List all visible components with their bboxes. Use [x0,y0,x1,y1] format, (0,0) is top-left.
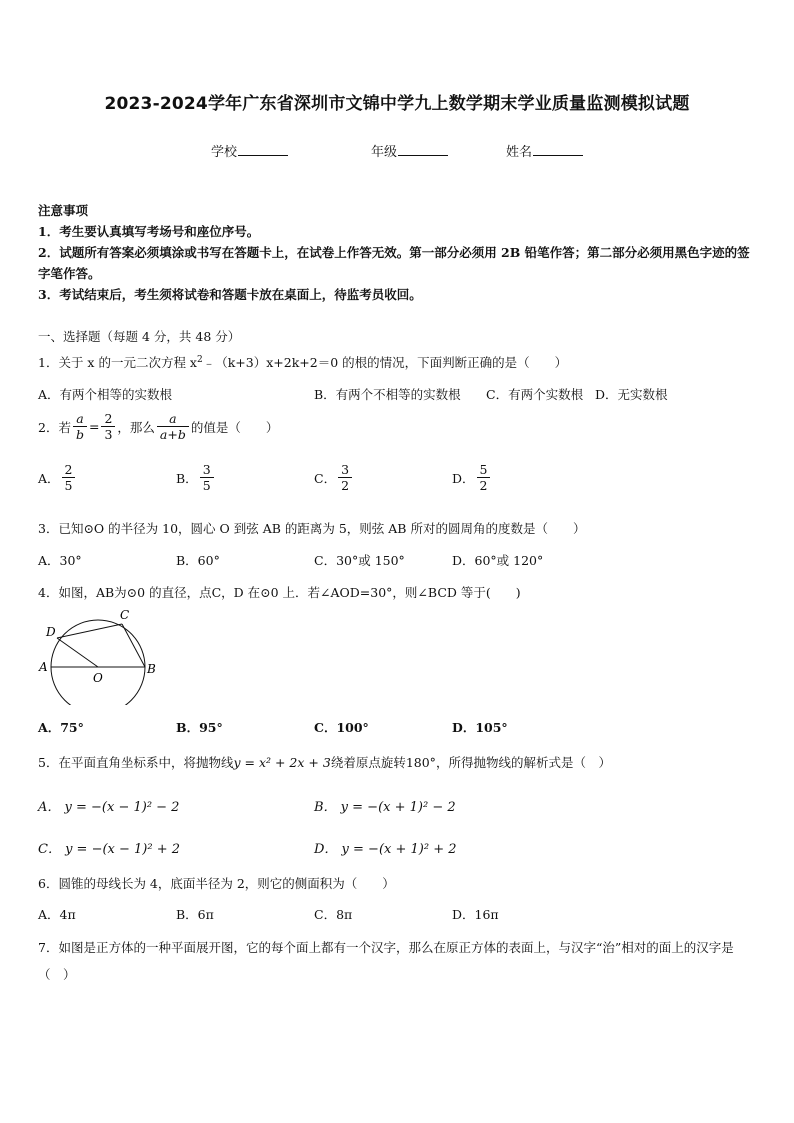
grade-field[interactable] [371,141,448,160]
q5-option-d[interactable]: D． y = −(x + 1)² + 2 [314,842,457,857]
label-d: D [46,625,56,639]
q5-option-a[interactable]: A． y = −(x − 1)² − 2 [38,800,180,815]
q6-option-c[interactable]: C．8π [314,907,353,922]
q6-option-d[interactable]: D．16π [452,907,499,922]
segment-cb [122,624,145,667]
q2-stem-part: ，那么 [117,419,155,435]
name-field[interactable] [506,141,583,160]
q4-option-b[interactable]: B．95° [176,720,223,735]
segment-od [57,638,98,667]
page-title: 2023-2024学年广东省深圳市文锦中学九上数学期末学业质量监测模拟试题 [104,94,690,114]
option-label: A． [38,470,60,486]
notice-block [38,200,758,305]
q1-option-d[interactable]: D．无实数根 [595,387,668,402]
frac-num: 3 [341,462,350,477]
q1-option-c[interactable]: C．有两个实数根 [486,387,584,402]
notice-item: 2．试题所有答案必须填涂或书写在答题卡上，在试卷上作答无效。第一部分必须用 2B 铅笔作答；第二部分必须用黑色字迹的签字笔作答。 [38,245,750,281]
label-b: B [147,662,156,676]
option-fraction [338,462,352,493]
question-7-stem: 7．如图是正方体的一种平面展开图，它的每个面上都有一个汉字，那么在原正方体的表面上，与汉字“治”相对的面上的汉字是（ ） [38,940,734,982]
q2-option-a[interactable] [38,462,77,493]
q4-option-a[interactable]: A．75° [38,720,84,735]
school-field[interactable] [211,141,288,160]
notice-heading: 注意事项 [38,203,89,218]
option-fraction [200,462,214,493]
name-blank[interactable] [533,143,583,156]
q5-option-c[interactable]: C． y = −(x − 1)² + 2 [38,842,181,857]
fraction-a-over-a-plus-b [157,411,189,442]
q1-option-a[interactable]: A．有两个相等的实数根 [38,387,173,402]
q1-stem-part: ﹣（k+3）x+2k+2＝0 的根的情况，下面判断正确的是（ ） [202,355,568,370]
question-2-stem [38,411,278,442]
question-6-stem: 6．圆锥的母线长为 4，底面半径为 2，则它的侧面积为（ ） [38,876,395,891]
q5-angle: 180° [405,755,436,770]
frac-num: a [169,411,177,426]
q6-option-a[interactable]: A．4π [38,907,76,922]
q5-stem-part: ，所得抛物线的解析式是（ ） [435,755,611,770]
grade-label: 年级 [371,145,398,160]
q2-stem-part: 2．若 [38,419,71,435]
frac-den: 2 [477,477,491,493]
label-o: O [93,671,103,685]
option-fraction [477,462,491,493]
option-label: C． [314,470,337,486]
notice-item: 1．考生要认真填写考场号和座位序号。 [38,224,260,239]
q3-option-b[interactable]: B．60° [176,553,220,568]
circle-diagram [34,605,164,705]
circle-o [51,620,145,705]
q2-option-b[interactable] [176,462,216,493]
q1-sup: 2 [196,355,203,365]
frac-den: 5 [62,477,76,493]
q2-option-c[interactable] [314,462,354,493]
question-1-stem [38,353,567,371]
q5-option-b[interactable]: B． y = −(x + 1)² − 2 [314,800,456,815]
q1-option-b[interactable]: B．有两个不相等的实数根 [314,387,461,402]
school-blank[interactable] [238,143,288,156]
q2-option-d[interactable] [452,462,492,493]
option-label: B． [176,470,198,486]
label-a: A [39,660,48,674]
label-c: C [120,608,130,622]
fraction-a-over-b [73,411,87,442]
fraction-2-over-3 [101,411,115,442]
name-label: 姓名 [506,145,533,160]
frac-den: b [73,426,87,442]
question-5-stem [38,753,611,771]
notice-item: 3．考试结束后，考生须将试卷和答题卡放在桌面上，待监考员收回。 [38,287,422,302]
frac-num: 5 [479,462,488,477]
frac-num: 3 [202,462,211,477]
frac-num: 2 [64,462,73,477]
q5-stem-part: 绕着原点旋转 [330,755,406,770]
q5-parabola-expr: y = x² + 2x + 3 [233,755,331,770]
q3-option-c[interactable]: C．30°或 150° [314,553,405,568]
q3-option-a[interactable]: A．30° [38,553,82,568]
frac-num: a [76,411,84,426]
q1-stem-part: 1．关于 x 的一元二次方程 x [38,355,197,370]
q4-option-c[interactable]: C．100° [314,720,369,735]
q6-option-b[interactable]: B．6π [176,907,214,922]
school-label: 学校 [211,145,238,160]
segment-dc [57,624,122,638]
grade-blank[interactable] [398,143,448,156]
question-3-stem: 3．已知⊙O 的半径为 10，圆心 O 到弦 AB 的距离为 5，则弦 AB 所对的圆周角的度数是（ ） [38,521,586,536]
frac-den: 5 [200,477,214,493]
q5-stem-part: 5．在平面直角坐标系中，将抛物线 [38,755,234,770]
q4-option-d[interactable]: D．105° [452,720,508,735]
frac-den: 2 [338,477,352,493]
section-heading: 一、选择题（每题 4 分，共 48 分） [38,329,241,344]
frac-num: 2 [104,411,113,426]
question-4-stem: 4．如图，AB为⊙0 的直径，点C，D 在⊙0 上．若∠AOD=30°，则∠BCD 等于( ) [38,585,521,600]
equals-sign: = [88,419,100,434]
frac-den: 3 [101,426,115,442]
option-fraction [62,462,76,493]
q3-option-d[interactable]: D．60°或 120° [452,553,544,568]
frac-den: a+b [157,426,189,442]
q2-stem-part: 的值是（ ） [190,419,279,435]
option-label: D． [452,470,475,486]
